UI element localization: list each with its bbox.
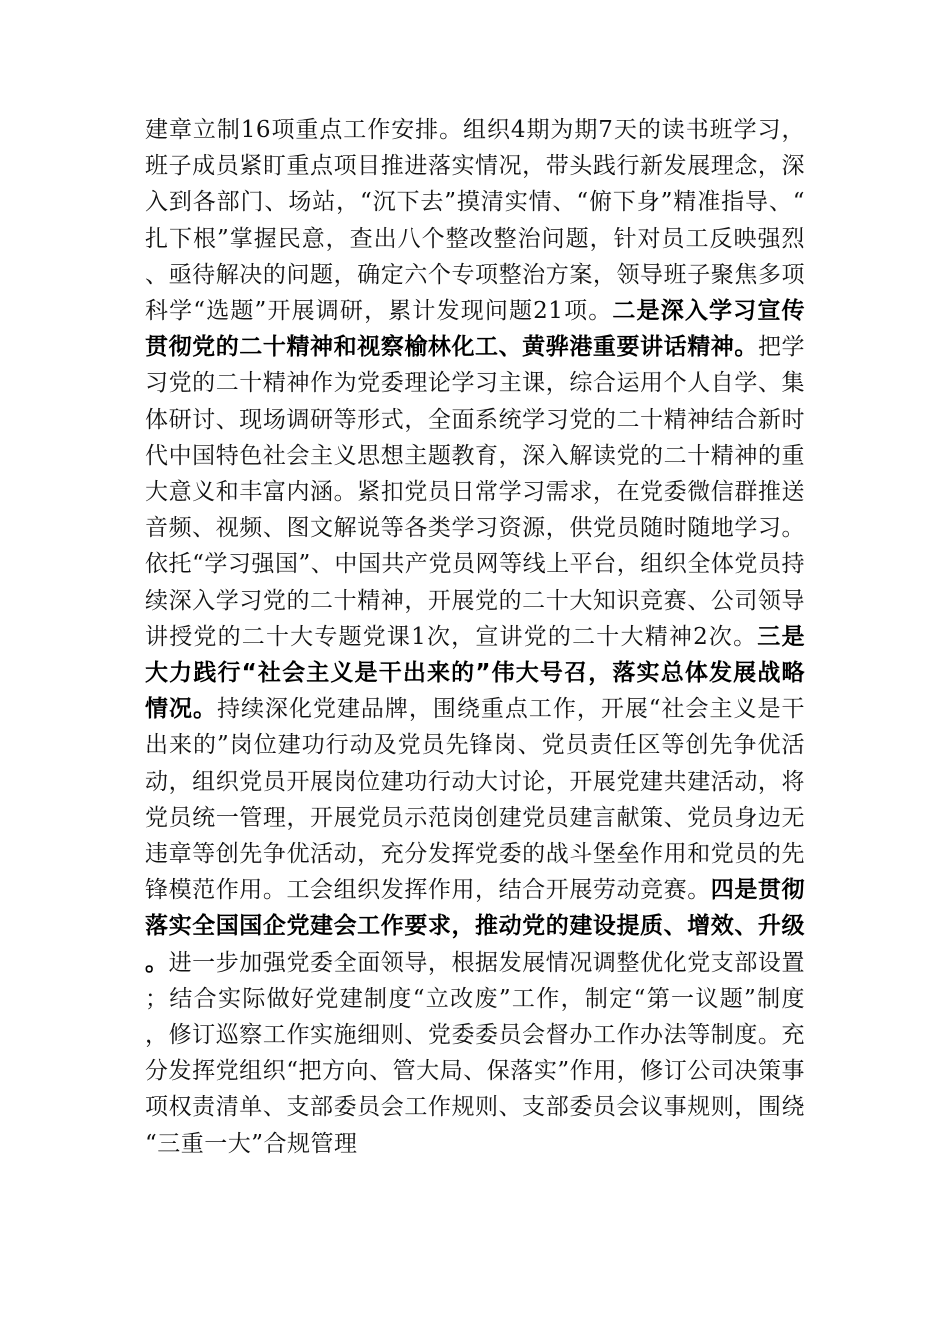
text-segment-3: 持续深化党建品牌，围绕重点工作，开展“社会主义是干出来的”岗位建功行动及党员先锋岗、党员责任区等创先争优活动，组织党员开展岗位建功行动大讨论，开展党建共建活动，将党员统一管理，开展党员示范岗创建党员建言献策、党员身边无违章等创先争优活动，充分发挥党委的战斗堡垒作用和党员的先锋模范作用。工会组织发挥作用，结合开展劳动竞赛。 — [145, 696, 806, 904]
text-segment-1: 建章立制16项重点工作安排。组织4期为期7天的读书班学习，班子成员紧盯重点项目推进落实情况，带头践行新发展理念，深入到各部门、场站，“沉下去”摸清实情、“俯下身”精准指导、“扎下根”掌握民意，查出八个整改整治问题，针对员工反映强烈、亟待解决的问题，确定六个专项整治方案，领导班子聚焦多项科学“选题”开展调研，累计发现问题21项。 — [145, 117, 805, 325]
heading-point-three: 三是大力践行“社会主义是干出来的”伟大号召，落实总体发展战略情况。 — [145, 623, 805, 723]
body-paragraph — [145, 112, 805, 1162]
text-segment-4: 进一步加强党委全面领导，根据发展情况调整优化党支部设置；结合实际做好党建制度“立改废”工作，制定“第一议题”制度，修订巡察工作实施细则、党委委员会督办工作办法等制度。充分发挥党组织“把方向、管大局、保落实”作用，修订公司决策事项权责清单、支部委员会工作规则、支部委员会议事规则，围绕“三重一大”合规管理 — [145, 949, 806, 1157]
text-segment-2: 把学习党的二十精神作为党委理论学习主课，综合运用个人自学、集体研讨、现场调研等形式，全面系统学习党的二十精神结合新时代中国特色社会主义思想主题教育，深入解读党的二十精神的重大意义和丰富内涵。紧扣党员日常学习需求，在党委微信群推送音频、视频、图文解说等各类学习资源，供党员随时随地学习。依托“学习强国”、中国共产党员网等线上平台，组织全体党员持续深入学习党的二十精神，开展党的二十大知识竞赛、公司领导讲授党的二十大专题党课1次，宣讲党的二十大精神2次。 — [145, 334, 806, 650]
document-page — [145, 112, 805, 1162]
heading-point-two: 二是深入学习宣传贯彻党的二十精神和视察榆林化工、黄骅港重要讲话精神。 — [145, 298, 805, 361]
heading-point-four: 四是贯彻落实全国国企党建会工作要求，推动党的建设提质、增效、升级。 — [145, 877, 806, 976]
